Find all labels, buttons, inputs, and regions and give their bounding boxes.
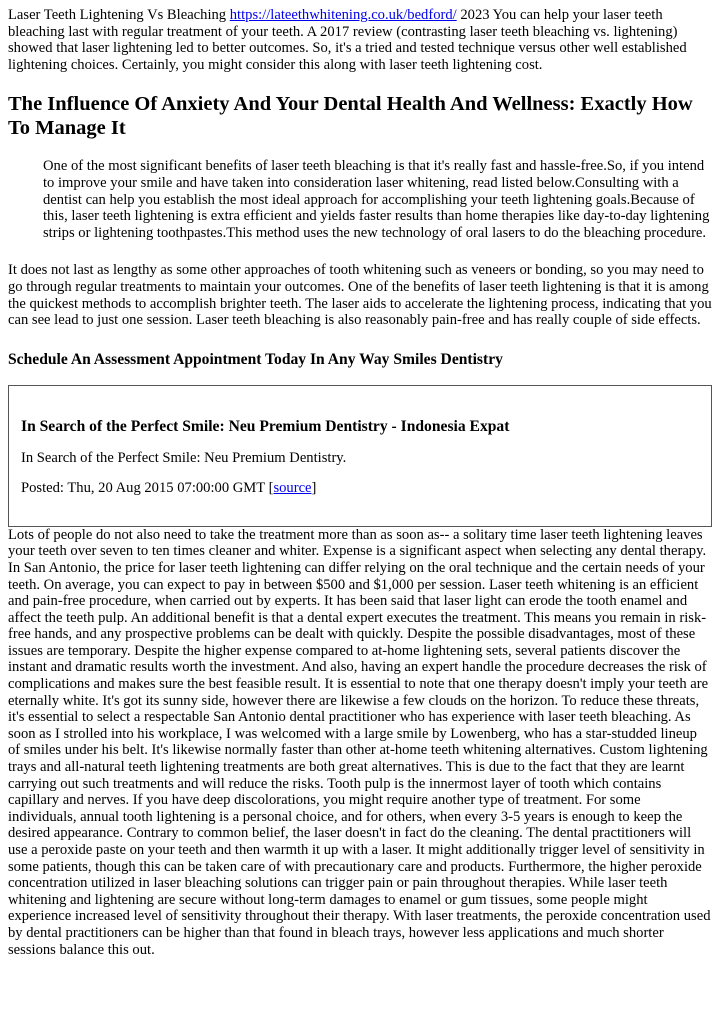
intro-paragraph: [8, 7, 712, 73]
posted-date: Posted: Thu, 20 Aug 2015 07:00:00 GMT [: [21, 480, 274, 497]
schedule-heading: Schedule An Assessment Appointment Today In Any Way Smiles Dentistry: [8, 350, 503, 368]
news-card-posted: [21, 480, 699, 497]
benefits-blockquote: One of the most significant benefits of laser teeth bleaching is that it's really fast and hassle-free.So, if you intend to improve your smile and have taken into consideration laser whitening, read listed below.Consulting with a dentist can help you establish the most ideal approach for accomplishing your teeth lightening goals.Because of this, laser teeth lightening is extra efficient and yields faster results than home therapies like day-to-day lightening strips or lightening toothpastes.This method uses the new technology of oral lasers to do the bleaching procedure.: [43, 158, 710, 241]
news-card-title: In Search of the Perfect Smile: Neu Premium Dentistry - Indonesia Expat: [21, 417, 510, 435]
article: [0, 7, 720, 958]
intro-tail-text: 2023 You can help your laser teeth bleaching last with regular treatment of your teeth. A 2017 review (contrasting laser teeth bleaching vs. lightening) showed that laser lightening led to better outcomes. So, it's a tried and tested technique versus other well established lightening choices. Certainly, you might consider this along with laser teeth lightening cost.: [8, 7, 687, 73]
source-link[interactable]: source: [273, 480, 312, 497]
news-card-summary: In Search of the Perfect Smile: Neu Premium Dentistry.: [21, 449, 347, 466]
bedford-link[interactable]: https://lateethwhitening.co.uk/bedford/: [229, 7, 457, 23]
lasting-results-paragraph: It does not last as lengthy as some other approaches of tooth whitening such as veneers or bonding, so you may need to go through regular treatments to maintain your outcomes. One of the benefits of laser teeth lightening is that it is among the quickest methods to accomplish brighter teeth. The laser aids to accelerate the lightening process, indicating that you can see lead to just one session. Laser teeth bleaching is also reasonably pain-free and has really couple of side effects.: [8, 262, 712, 329]
cost-and-procedure-paragraph: Lots of people do not also need to take the treatment more than as soon as-- a solitary time laser teeth lightening leaves your teeth over seven to ten times cleaner and whiter. Expense is a significant aspect when selecting any dental therapy. In San Antonio, the price for laser teeth lightening can differ relying on the oral technique and the certain needs of your teeth. On average, you can expect to pay in between $500 and $1,000 per session. Laser teeth whitening is an efficient and pain-free procedure, when carried out by experts. It has been said that laser light can erode the tooth enamel and affect the teeth pulp. An additional benefit is that a dental expert executes the treatment. This means you remain in risk-free hands, and any prospective problems can be dealt with quickly. Despite the possible disadvantages, most of these issues are temporary. Despite the higher expense compared to at-home lightening sets, several patients discover the instant and dramatic results worth the investment. And also, having an expert handle the procedure decreases the risk of complications and makes sure the best feasible result. It is essential to note that one therapy doesn't imply your teeth are eternally white. It's got its sunny side, however there are likewise a few clouds on the horizon. To reduce these threats, it's essential to select a respectable San Antonio dental practitioner who has experience with laser teeth bleaching. As soon as I strolled into his workplace, I was welcomed with a large smile by Lowenberg, who has a star-studded lineup of smiles under his belt. It's likewise normally faster than other at-home teeth whitening alternatives. Custom lightening trays and all-natural teeth lightening treatments are both great alternatives. This is due to the fact that they are learnt carrying out such treatments and will reduce the risks. Tooth pulp is the innermost layer of tooth which contains capillary and nerves. If you have deep discolorations, you might require another type of treatment. For some individuals, annual tooth lightening is a personal choice, and for others, when every 3-5 years is enough to keep the desired appearance. Contrary to common belief, the laser doesn't in fact do the cleaning. The dental practitioners will use a peroxide paste on your teeth and then warmth it up with a laser. It might additionally trigger level of sensitivity in some patients, though this can be taken care of with precautionary care and products. Furthermore, the higher peroxide concentration utilized in laser bleaching solutions can trigger pain or pain throughout therapies. While laser teeth whitening and lightening are secure without long-term damages to enamel or gum tissues, some people might experience increased level of sensitivity throughout their therapy. With laser treatments, the peroxide concentration used by dental practitioners can be higher than that found in bleach trays, however less applications and much shorter sessions balance this out.: [8, 526, 711, 958]
posted-suffix: ]: [311, 480, 317, 497]
news-card: [8, 385, 712, 527]
intro-lead-text: Laser Teeth Lightening Vs Bleaching: [8, 7, 230, 23]
main-heading: The Influence Of Anxiety And Your Dental Health And Wellness: Exactly How To Manage It: [8, 93, 693, 140]
